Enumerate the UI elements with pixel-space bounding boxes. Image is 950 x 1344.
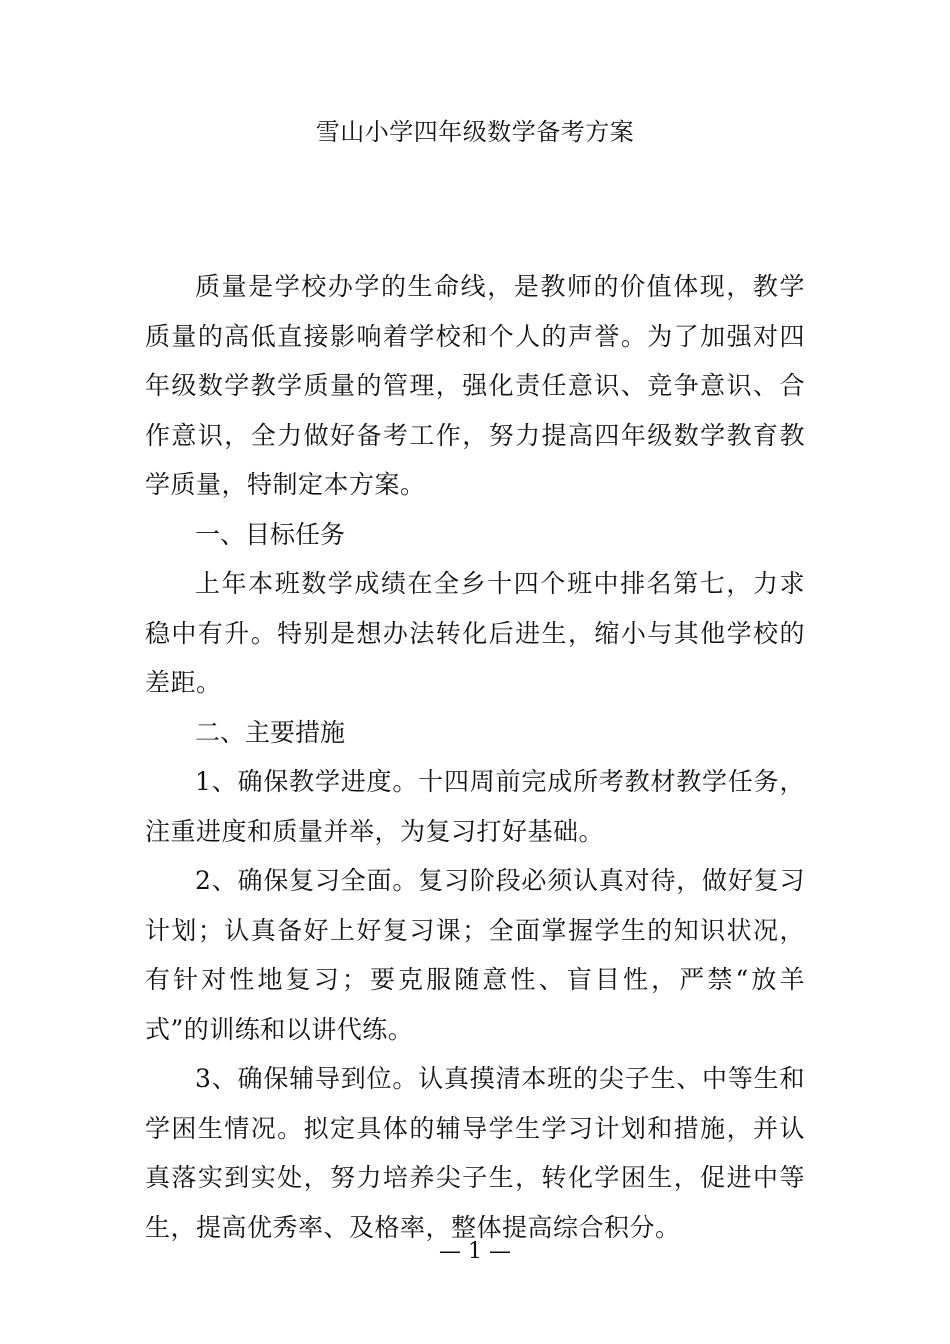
document-body xyxy=(145,262,805,1252)
section-heading-measures: 二、主要措施 xyxy=(195,717,346,747)
page-number: — 1 — xyxy=(439,1239,511,1264)
measure-item-2: 2、确保复习全面。复习阶段必须认真对待，做好复习计划；认真备好上好复习课；全面掌握学生的知识状况，有针对性地复习；要克服随意性、盲目性，严禁“放羊式”的训练和以讲代练。 xyxy=(145,866,805,1044)
intro-paragraph: 质量是学校办学的生命线，是教师的价值体现，教学质量的高低直接影响着学校和个人的声誉。为了加强对四年级数学教学质量的管理，强化责任意识、竞争意识、合作意识，全力做好备考工作，努力提高四年级数学教育教学质量，特制定本方案。 xyxy=(145,272,805,499)
measure-item-3: 3、确保辅导到位。认真摸清本班的尖子生、中等生和学困生情况。拟定具体的辅导学生学习计划和措施，并认真落实到实处，努力培养尖子生，转化学困生，促进中等生，提高优秀率、及格率，整体提高综合积分。 xyxy=(145,1064,805,1242)
goals-paragraph: 上年本班数学成绩在全乡十四个班中排名第七，力求稳中有升。特别是想办法转化后进生，缩小与其他学校的差距。 xyxy=(145,569,805,697)
document-title: 雪山小学四年级数学备考方案 xyxy=(315,118,635,146)
section-heading-goals: 一、目标任务 xyxy=(195,519,346,549)
measure-item-1: 1、确保教学进度。十四周前完成所考教材教学任务，注重进度和质量并举，为复习打好基础。 xyxy=(145,767,805,846)
